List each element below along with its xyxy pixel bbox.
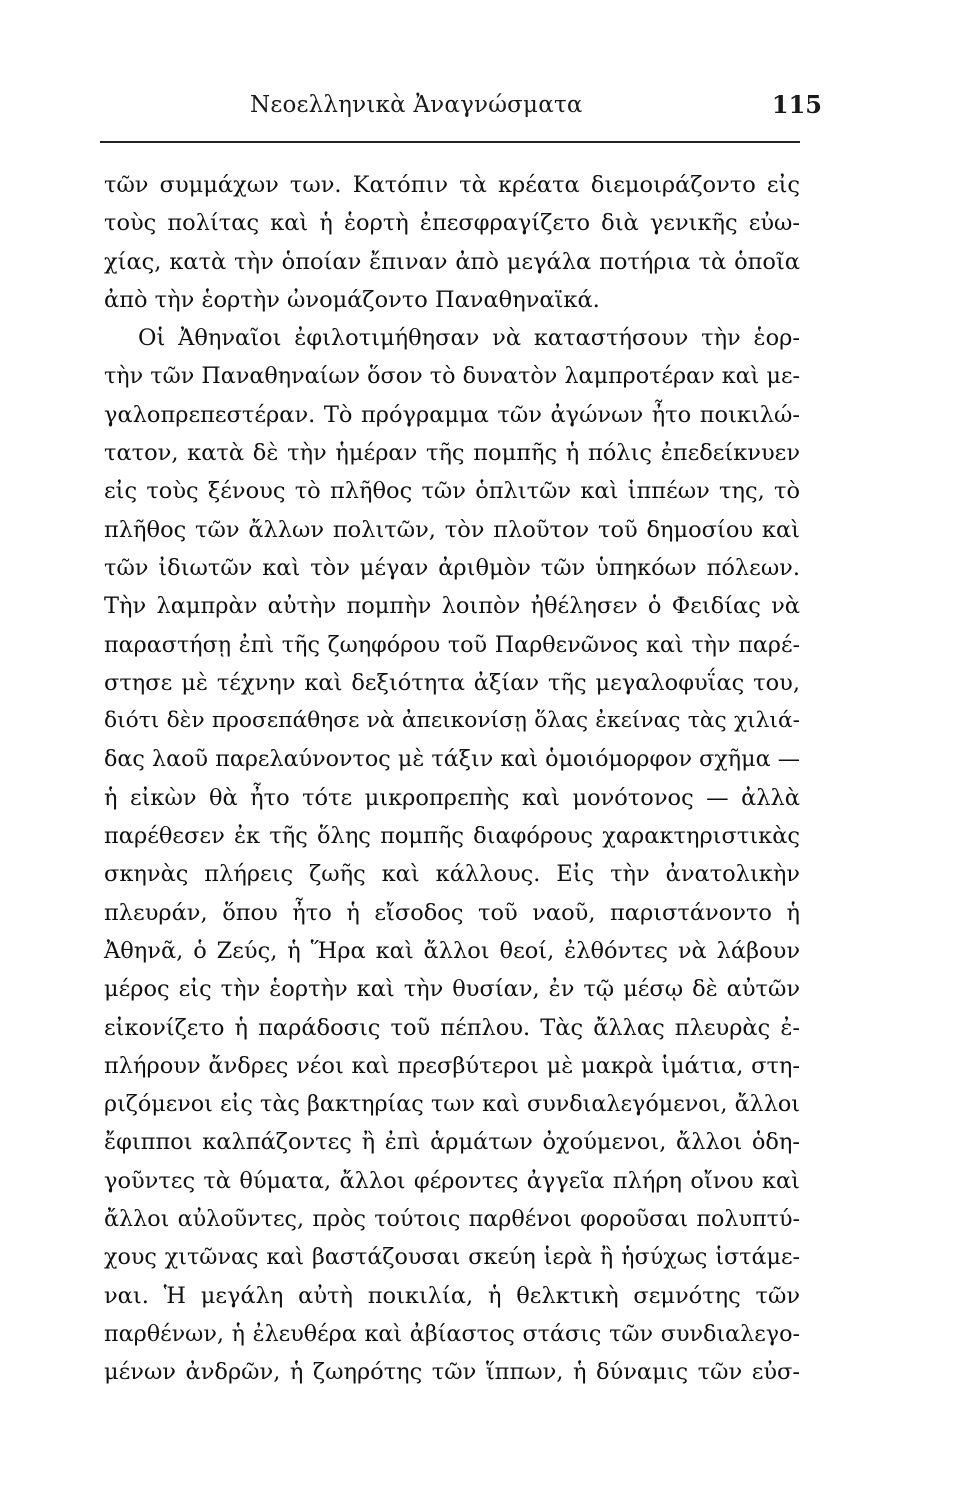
running-head: Νεοελληνικὰ Ἀναγνώσματα <box>250 92 583 118</box>
text-line: τῶν ἰδιωτῶν καὶ τὸν μέγαν ἀριθμὸν τῶν ὑπηκόων πόλεων. <box>104 554 800 581</box>
text-line: ναι. Ἡ μεγάλη αὐτὴ ποικιλία, ἡ θελκτικὴ σεμνότης τῶν <box>104 1282 800 1309</box>
text-line: ἔφιπποι καλπάζοντες ἢ ἐπὶ ἁρμάτων ὀχούμενοι, ἄλλοι ὁδη- <box>104 1129 800 1156</box>
text-line: παρέθεσεν ἐκ τῆς ὅλης πομπῆς διαφόρους χαρακτηριστικὰς <box>104 823 800 850</box>
text-line: χίας, κατὰ τὴν ὁποίαν ἔπιναν ἀπὸ μεγάλα ποτήρια τὰ ὁποῖα <box>104 248 800 275</box>
text-line: πλήρουν ἄνδρες νέοι καὶ πρεσβύτεροι μὲ μακρὰ ἱμάτια, στη- <box>104 1052 800 1079</box>
text-line: μένων ἀνδρῶν, ἡ ζωηρότης τῶν ἵππων, ἡ δύναμις τῶν εὐσ- <box>104 1359 800 1386</box>
text-line: εἰκονίζετο ἡ παράδοσις τοῦ πέπλου. Τὰς ἄλλας πλευρὰς ἐ- <box>104 1014 800 1041</box>
text-line: πλῆθος τῶν ἄλλων πολιτῶν, τὸν πλοῦτον τοῦ δημοσίου καὶ <box>104 516 800 543</box>
text-line: τῶν συμμάχων των. Κατόπιν τὰ κρέατα διεμοιράζοντο εἰς <box>104 172 800 198</box>
text-line: διότι δὲν προσεπάθησε νὰ ἀπεικονίσῃ ὅλας ἐκείνας τὰς χιλιά- <box>104 708 800 734</box>
page-number: 115 <box>771 90 822 119</box>
text-line: Τὴν λαμπρὰν αὐτὴν πομπὴν λοιπὸν ἠθέλησεν ὁ Φειδίας νὰ <box>104 593 800 620</box>
text-line: δας λαοῦ παρελαύνοντος μὲ τάξιν καὶ ὁμοιόμορφον σχῆμα — <box>104 746 800 773</box>
text-line: παρθένων, ἡ ἐλευθέρα καὶ ἀβίαστος στάσις τῶν συνδιαλεγο- <box>104 1320 800 1347</box>
text-line: χους χιτῶνας καὶ βαστάζουσαι σκεύη ἱερὰ ἢ ἡσύχως ἱστάμε- <box>104 1244 800 1271</box>
text-line: σκηνὰς πλήρεις ζωῆς καὶ κάλλους. Εἰς τὴν ἀνατολικὴν <box>104 861 800 888</box>
text-line: μέρος εἰς τὴν ἑορτὴν καὶ τὴν θυσίαν, ἐν τῷ μέσῳ δὲ αὐτῶν <box>104 976 800 1003</box>
header-rule <box>100 141 800 143</box>
text-line: ἄλλοι αὐλοῦντες, πρὸς τούτοις παρθένοι φοροῦσαι πολυπτύ- <box>104 1206 800 1233</box>
text-line: τατον, κατὰ δὲ τὴν ἡμέραν τῆς πομπῆς ἡ πόλις ἐπεδείκνυεν <box>104 440 800 467</box>
paragraph-start-line: Οἱ Ἀθηναῖοι ἐφιλοτιμήθησαν νὰ καταστήσουν τὴν ἑορ- <box>138 325 800 352</box>
text-line: γοῦντες τὰ θύματα, ἄλλοι φέροντες ἀγγεῖα πλήρη οἴνου καὶ <box>104 1167 800 1194</box>
text-line: ἡ εἰκὼν θὰ ἦτο τότε μικροπρεπὴς καὶ μονότονος — ἀλλὰ <box>104 784 800 811</box>
text-line: γαλοπρεπεστέραν. Τὸ πρόγραμμα τῶν ἀγώνων ἦτο ποικιλώ- <box>104 401 800 428</box>
body-text <box>104 166 800 1392</box>
text-line: εἰς τοὺς ξένους τὸ πλῆθος τῶν ὁπλιτῶν καὶ ἱππέων της, τὸ <box>104 478 800 505</box>
text-line: παραστήσῃ ἐπὶ τῆς ζωηφόρου τοῦ Παρθενῶνος καὶ τὴν παρέ- <box>104 631 800 658</box>
text-line: πλευράν, ὅπου ἦτο ἡ εἴσοδος τοῦ ναοῦ, παριστάνοντο ἡ <box>104 899 800 926</box>
text-line: ριζόμενοι εἰς τὰς βακτηρίας των καὶ συνδιαλεγόμενοι, ἄλλοι <box>104 1091 800 1118</box>
text-line: Ἀθηνᾶ, ὁ Ζεύς, ἡ Ἥρα καὶ ἄλλοι θεοί, ἐλθόντες νὰ λάβουν <box>104 937 800 964</box>
text-line: στησε μὲ τέχνην καὶ δεξιότητα ἀξίαν τῆς μεγαλοφυΐας του, <box>104 669 800 696</box>
text-line: ἀπὸ τὴν ἑορτὴν ὠνομάζοντο Παναθηναϊκά. <box>104 286 600 313</box>
text-line: τοὺς πολίτας καὶ ἡ ἑορτὴ ἐπεσφραγίζετο διὰ γενικῆς εὐω- <box>104 210 800 237</box>
text-line: τὴν τῶν Παναθηναίων ὅσον τὸ δυνατὸν λαμπροτέραν καὶ με- <box>104 363 800 390</box>
